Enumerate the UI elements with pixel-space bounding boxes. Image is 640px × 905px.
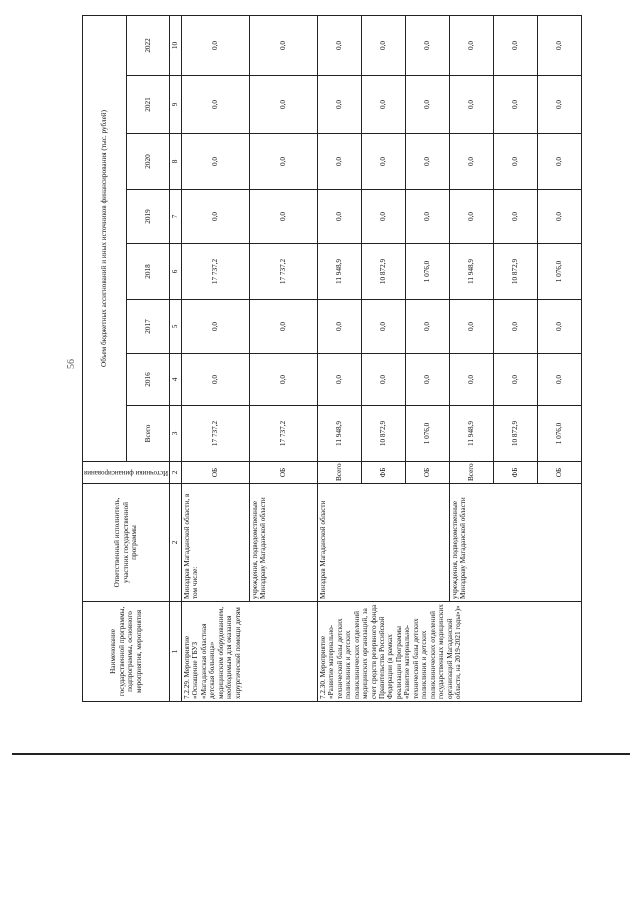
row-value: 0,0 <box>317 190 361 244</box>
row-value: 0,0 <box>537 300 581 354</box>
row-value: 0,0 <box>249 76 317 134</box>
row-total: 10 872,9 <box>493 406 537 462</box>
header-row-1 <box>83 15 127 701</box>
row-value: 0,0 <box>537 76 581 134</box>
row-value: 0,0 <box>249 354 317 406</box>
row-value: 0,0 <box>181 300 249 354</box>
row-source: ОБ <box>181 462 249 484</box>
row-total: 10 872,9 <box>361 406 405 462</box>
row-value: 0,0 <box>249 15 317 75</box>
row-value: 0,0 <box>317 300 361 354</box>
row-value: 0,0 <box>181 354 249 406</box>
header-funding-group: Объем бюджетных ассигнований и иных источников финансирования (тыс. рублей) <box>83 15 127 461</box>
rotated-page-area <box>66 16 638 702</box>
row-value: 0,0 <box>317 76 361 134</box>
row-value: 17 737,2 <box>249 244 317 300</box>
header-year: 2019 <box>126 190 170 244</box>
budget-table <box>82 15 582 702</box>
row-value: 0,0 <box>405 190 449 244</box>
row-value: 0,0 <box>493 134 537 190</box>
row-total: 17 737,2 <box>249 406 317 462</box>
row-executor: Минздрав Магаданской области, в том числе: <box>181 484 249 602</box>
page-number: 56 <box>66 359 77 369</box>
row-value: 0,0 <box>449 190 493 244</box>
row-executor: Минздрав Магаданской области <box>317 484 449 602</box>
header-year: 2016 <box>126 354 170 406</box>
row-value: 1 076,0 <box>537 244 581 300</box>
row-value: 0,0 <box>181 15 249 75</box>
row-total: 17 737,2 <box>181 406 249 462</box>
row-value: 11 948,9 <box>449 244 493 300</box>
row-value: 0,0 <box>317 354 361 406</box>
header-year: 2018 <box>126 244 170 300</box>
row-value: 0,0 <box>361 300 405 354</box>
row-value: 0,0 <box>493 354 537 406</box>
header-name: Наименование государственной программы, подпрограммы, основного мероприятия, мероприятия <box>83 602 170 702</box>
header-year: 2022 <box>126 15 170 75</box>
header-year: 2017 <box>126 300 170 354</box>
row-source: ФБ <box>361 462 405 484</box>
row-value: 0,0 <box>249 190 317 244</box>
row-value: 0,0 <box>361 190 405 244</box>
row-value: 0,0 <box>537 190 581 244</box>
row-total: 1 076,0 <box>405 406 449 462</box>
row-value: 17 737,2 <box>181 244 249 300</box>
row-value: 1 076,0 <box>405 244 449 300</box>
row-value: 0,0 <box>405 300 449 354</box>
header-year: 2020 <box>126 134 170 190</box>
row-value: 0,0 <box>449 15 493 75</box>
row-total: 11 948,9 <box>449 406 493 462</box>
row-activity-name: 7.2.30. Мероприятие «Развитие материально-технической базы детских поликлиник и детских поликлинических отделений медицинских организаций, за счет средств резервного фонда Правительства Российской Федерации (в рамках реализации Программы «Развитие материально-технической базы детских поликлиник и детских поликлинических отделений государственных медицинских организаций Магаданской области, на 2019-2021 годы»)» <box>317 602 581 702</box>
row-value: 0,0 <box>249 300 317 354</box>
row-source: Всего <box>317 462 361 484</box>
row-value: 10 872,9 <box>493 244 537 300</box>
row-source: ФБ <box>493 462 537 484</box>
col-number: 6 <box>170 244 181 300</box>
row-source: ОБ <box>249 462 317 484</box>
table-row <box>249 15 317 701</box>
row-value: 0,0 <box>405 134 449 190</box>
row-executor: учреждения, подведомственные Минздраву Магаданской области <box>249 484 317 602</box>
row-value: 0,0 <box>449 76 493 134</box>
row-value: 0,0 <box>405 15 449 75</box>
col-number: 1 <box>170 602 181 702</box>
row-value: 0,0 <box>317 134 361 190</box>
row-executor: учреждения, подведомственные Минздраву Магаданской области <box>449 484 581 602</box>
header-source-text: Источники финансирования <box>84 468 169 477</box>
row-value: 10 872,9 <box>361 244 405 300</box>
row-value: 0,0 <box>493 300 537 354</box>
header-source <box>83 462 170 484</box>
table-row <box>317 15 361 701</box>
col-number: 10 <box>170 15 181 75</box>
row-value: 0,0 <box>361 76 405 134</box>
row-value: 0,0 <box>405 354 449 406</box>
column-number-row <box>170 15 181 701</box>
col-number: 3 <box>170 406 181 462</box>
page-divider-line <box>12 753 630 755</box>
row-value: 0,0 <box>537 354 581 406</box>
col-number: 9 <box>170 76 181 134</box>
table-row <box>181 15 249 701</box>
row-value: 0,0 <box>537 134 581 190</box>
col-number: 8 <box>170 134 181 190</box>
header-executor: Ответственный исполнитель, участник государственной программы <box>83 484 170 602</box>
row-value: 0,0 <box>249 134 317 190</box>
row-value: 0,0 <box>181 134 249 190</box>
row-source: ОБ <box>537 462 581 484</box>
row-value: 0,0 <box>181 76 249 134</box>
row-value: 0,0 <box>449 300 493 354</box>
row-value: 0,0 <box>405 76 449 134</box>
row-value: 0,0 <box>493 15 537 75</box>
table-row <box>449 15 493 701</box>
row-source: ОБ <box>405 462 449 484</box>
row-value: 0,0 <box>493 190 537 244</box>
col-number: 2 <box>170 484 181 602</box>
row-total: 1 076,0 <box>537 406 581 462</box>
col-number: 4 <box>170 354 181 406</box>
row-value: 0,0 <box>361 15 405 75</box>
row-activity-name: 7.2.29. Мероприятие «Оснащение ГБУЗ «Магаданская областная детская больница» медицинским оборудованием, необходимым для оказания хирургической помощи детям <box>181 602 317 702</box>
row-total: 11 948,9 <box>317 406 361 462</box>
col-number: 5 <box>170 300 181 354</box>
row-source: Всего <box>449 462 493 484</box>
col-number: 7 <box>170 190 181 244</box>
document-page <box>66 16 638 702</box>
row-value: 0,0 <box>361 354 405 406</box>
row-value: 0,0 <box>449 134 493 190</box>
header-year: 2021 <box>126 76 170 134</box>
row-value: 11 948,9 <box>317 244 361 300</box>
row-value: 0,0 <box>181 190 249 244</box>
header-total: Всего <box>126 406 170 462</box>
row-value: 0,0 <box>317 15 361 75</box>
row-value: 0,0 <box>449 354 493 406</box>
row-value: 0,0 <box>537 15 581 75</box>
col-number: 2 <box>170 462 181 484</box>
row-value: 0,0 <box>361 134 405 190</box>
row-value: 0,0 <box>493 76 537 134</box>
